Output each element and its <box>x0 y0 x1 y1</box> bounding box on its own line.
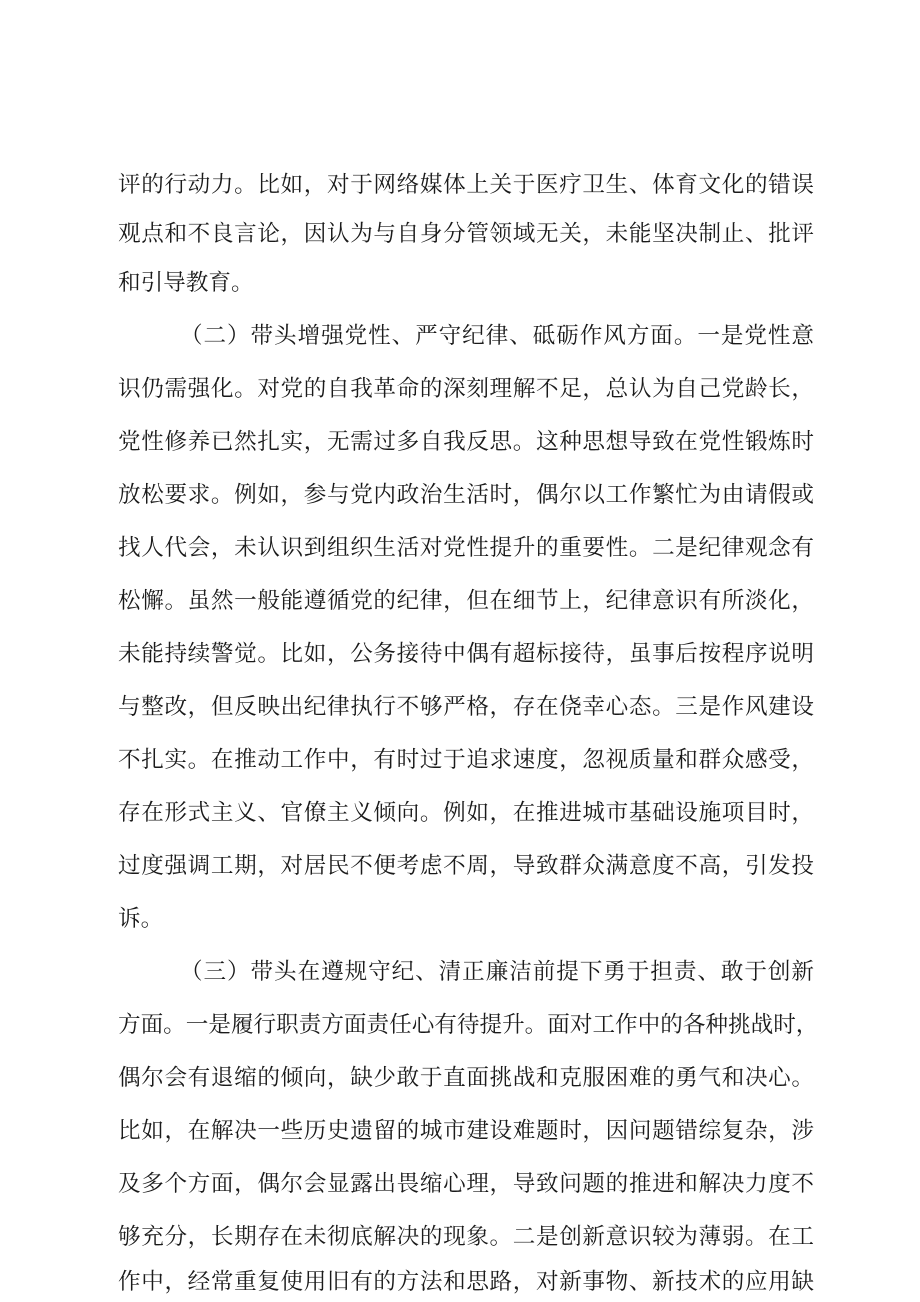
text-line: 存在形式主义、官僚主义倾向。例如，在推进城市基础设施项目时， <box>118 800 814 826</box>
text-line: 够充分，长期存在未彻底解决的现象。二是创新意识较为薄弱。在工 <box>118 1224 814 1250</box>
text-line: 偶尔会有退缩的倾向，缺少敢于直面挑战和克服困难的勇气和决心。 <box>118 1065 814 1091</box>
text-line: 未能持续警觉。比如，公务接待中偶有超标接待，虽事后按程序说明 <box>118 641 814 667</box>
text-line: 评的行动力。比如，对于网络媒体上关于医疗卫生、体育文化的错误 <box>118 172 814 198</box>
text-line: 作中，经常重复使用旧有的方法和思路，对新事物、新技术的应用缺 <box>118 1269 814 1295</box>
text-line: 不扎实。在推动工作中，有时过于追求速度，忽视质量和群众感受， <box>118 747 814 773</box>
text-line: 方面。一是履行职责方面责任心有待提升。面对工作中的各种挑战时， <box>118 1012 819 1038</box>
text-line: 党性修养已然扎实，无需过多自我反思。这种思想导致在党性锻炼时 <box>118 429 814 455</box>
text-line: 诉。 <box>118 906 164 932</box>
text-line: 与整改，但反映出纪律执行不够严格，存在侥幸心态。三是作风建设 <box>118 694 814 720</box>
text-line: 过度强调工期，对居民不便考虑不周，导致群众满意度不高，引发投 <box>118 853 814 879</box>
text-line: 观点和不良言论，因认为与自身分管领域无关，未能坚决制止、批评 <box>118 221 814 247</box>
text-line: 和引导教育。 <box>118 270 254 296</box>
text-line: 识仍需强化。对党的自我革命的深刻理解不足，总认为自己党龄长， <box>118 376 814 402</box>
text-line: 找人代会，未认识到组织生活对党性提升的重要性。二是纪律观念有 <box>118 535 814 561</box>
section-heading-line: （二）带头增强党性、严守纪律、砥砺作风方面。一是党性意 <box>180 323 814 349</box>
section-heading-line: （三）带头在遵规守纪、清正廉洁前提下勇于担责、敢于创新 <box>180 959 814 985</box>
text-line: 松懈。虽然一般能遵循党的纪律，但在细节上，纪律意识有所淡化， <box>118 588 814 614</box>
text-line: 及多个方面，偶尔会显露出畏缩心理，导致问题的推进和解决力度不 <box>118 1171 814 1197</box>
text-line: 比如，在解决一些历史遗留的城市建设难题时，因问题错综复杂，涉 <box>118 1118 814 1144</box>
text-line: 放松要求。例如，参与党内政治生活时，偶尔以工作繁忙为由请假或 <box>118 482 814 508</box>
